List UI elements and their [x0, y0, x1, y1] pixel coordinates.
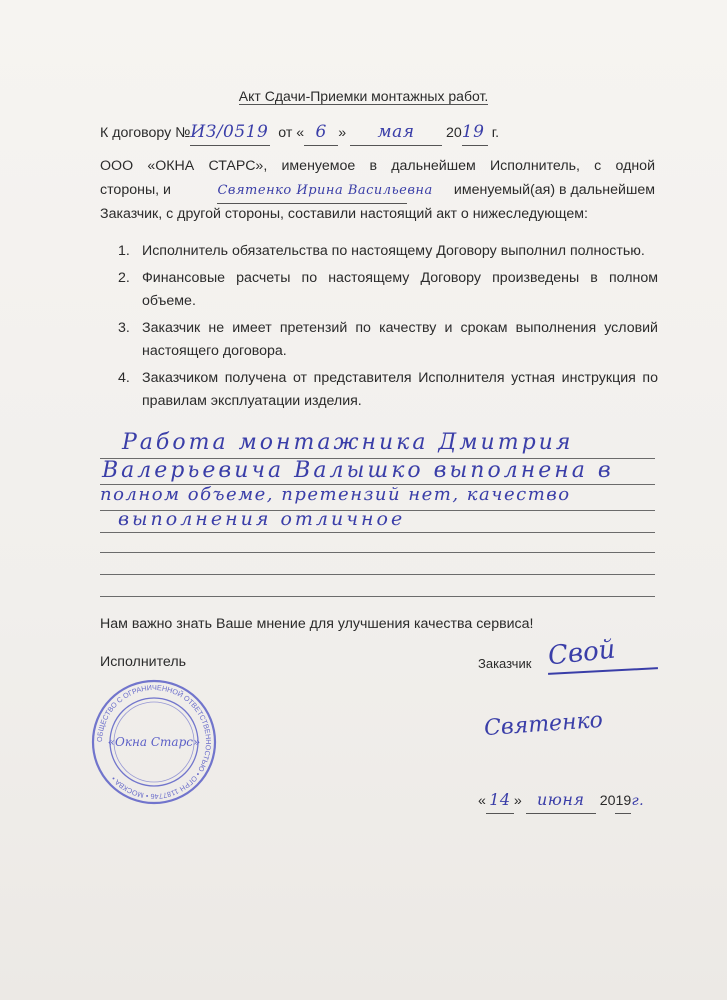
date-day-field [486, 788, 514, 814]
contract-year-field [462, 120, 488, 146]
list-item-number: 4. [118, 370, 130, 386]
list-item-number: 1. [118, 243, 130, 259]
document-title [0, 88, 727, 105]
handwritten-comment-line: выполнения отличное [118, 508, 406, 530]
list-item [118, 267, 658, 313]
list-item-text: Заказчик не имеет претензий по качеству и срокам выполнения условий настоящего договора. [142, 320, 658, 359]
list-item-text: Заказчиком получена от представителя Исполнителя устная инструкция по правилам эксплуатации изделия. [142, 370, 658, 409]
handwritten-comment-line: Валерьевича Валышко выполнена в [102, 458, 614, 483]
list-item [118, 367, 658, 413]
intro-line-1 [100, 154, 655, 178]
contract-from: от « [278, 125, 305, 141]
contract-month: мая [377, 122, 415, 142]
date-year-prefix: 20 [599, 793, 616, 809]
date-year-suffix: 19 [615, 793, 632, 809]
handwritten-comment-line: полном объеме, претензий нет, качество [100, 484, 571, 505]
customer-signature: Святенко [483, 707, 604, 742]
date-open: « [478, 793, 486, 809]
contract-number-field [190, 120, 270, 146]
intro-text-2b: именуемый(ая) в дальнейшем [453, 182, 655, 198]
customer-name-field [217, 178, 433, 204]
date-month: июня [536, 790, 585, 809]
date-line [478, 788, 644, 814]
company-stamp [90, 678, 218, 806]
list-item [118, 240, 658, 263]
list-item-text: Финансовые расчеты по настоящему Договору произведены в полном объеме. [142, 270, 658, 309]
intro-line-2 [100, 178, 655, 204]
stamp-ring-text: ОБЩЕСТВО С ОГРАНИЧЕННОЙ ОТВЕТСТВЕННОСТЬЮ • ОГРН 1187746 • МОСКВА • [94, 682, 214, 802]
list-item-number: 2. [118, 270, 130, 286]
contract-year-end: г. [491, 125, 500, 141]
customer-sign-scribble: Свой [546, 634, 617, 672]
customer-label: Заказчик [478, 656, 532, 671]
customer-name: Святенко Ирина Васильевна [217, 183, 433, 198]
contract-year-suffix: 19 [461, 122, 485, 142]
date-day: 14 [489, 790, 511, 809]
executor-label: Исполнитель [100, 654, 187, 670]
contract-close-quote: » [338, 125, 347, 141]
date-close: » [513, 793, 522, 809]
feedback-note: Нам важно знать Ваше мнение для улучшения качества сервиса! [100, 616, 534, 632]
list-item-number: 3. [118, 320, 130, 336]
contract-prefix: К договору № [100, 125, 191, 141]
comment-rule [100, 532, 655, 533]
intro-text-3: Заказчик, с другой стороны, составили настоящий акт о нижеследующем: [100, 206, 588, 222]
stamp-icon [90, 678, 218, 806]
date-year-field [615, 789, 631, 814]
contract-number: ИЗ/0519 [190, 122, 269, 142]
handwritten-comment-line: Работа монтажника Дмитрия [122, 430, 574, 455]
comment-rule [100, 552, 655, 553]
date-year-end: г. [631, 793, 645, 809]
obligations-list [118, 240, 658, 417]
contract-day: 6 [315, 122, 327, 142]
intro-text-1: ООО «ОКНА СТАРС», именуемое в дальнейшем Исполнитель, с одной [100, 158, 655, 174]
date-month-field [526, 788, 596, 814]
title-text: Акт Сдачи-Приемки монтажных работ. [238, 88, 489, 104]
list-item [118, 317, 658, 363]
contract-line [100, 120, 660, 146]
intro-text-2a: стороны, и [100, 182, 171, 198]
comment-rule [100, 596, 655, 597]
stamp-company: «Окна Старс» [107, 735, 201, 749]
list-item-text: Исполнитель обязательства по настоящему Договору выполнил полностью. [142, 243, 645, 259]
contract-month-field [350, 120, 442, 146]
contract-year-prefix: 20 [446, 125, 462, 141]
contract-day-field [304, 120, 338, 146]
intro-line-3 [100, 202, 660, 226]
comment-rule [100, 574, 655, 575]
